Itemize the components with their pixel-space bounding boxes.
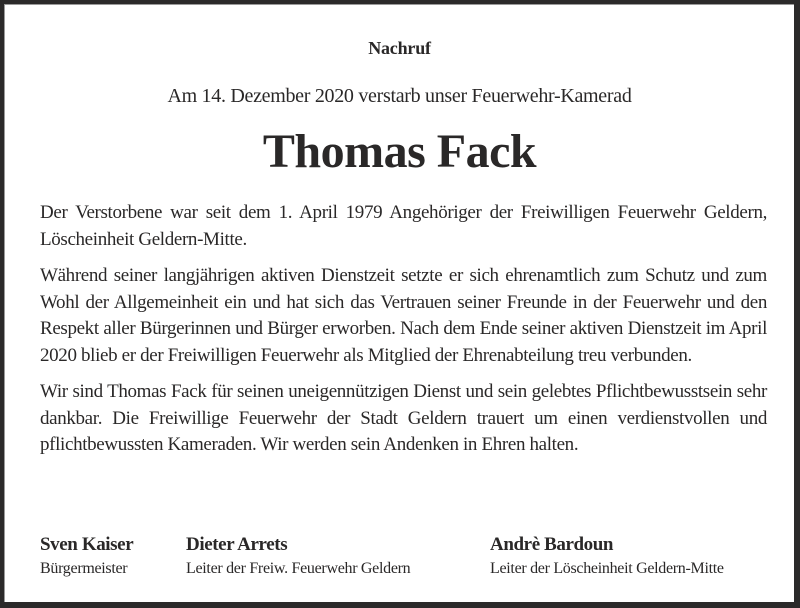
paragraph-gratitude: Wir sind Thomas Fack für seinen uneigennützigen Dienst und sein gelebtes Pflichtbewusstsein sehr dankbar. Die Freiwillige Feuerwehr der Stadt Geldern trauert um einen verdienstvollen und pflichtbewussten Kameraden. Wir werden sein Andenken in Ehren halten. (40, 381, 767, 455)
signer-name: Sven Kaiser (40, 534, 134, 555)
signer-role: Leiter der Freiw. Feuerwehr Geldern (186, 560, 411, 577)
signatures (40, 533, 770, 583)
signer-unit-leader (490, 533, 724, 581)
notice-body (40, 200, 767, 469)
signer-role: Leiter der Löscheinheit Geldern-Mitte (490, 560, 724, 577)
paragraph-service: Während seiner langjährigen aktiven Dienstzeit setzte er sich ehrenamtlich zum Schutz und zum Wohl der Allgemeinheit ein und hat sich das Vertrauen seiner Freunde in der Feuerwehr und den Respekt aller Bürgerinnen und Bürger erworben. Nach dem Ende seiner aktiven Dienstzeit im April 2020 blieb er der Freiwilligen Feuerwehr als Mitglied der Ehrenabteilung treu verbunden. (40, 265, 767, 366)
signer-mayor (40, 533, 133, 581)
obituary-notice (4, 4, 794, 602)
signer-name: Dieter Arrets (186, 534, 288, 555)
paragraph-membership: Der Verstorbene war seit dem 1. April 1979 Angehöriger der Freiwilligen Feuerwehr Geldern, Löscheinheit Geldern-Mitte. (40, 202, 767, 250)
signer-name: Andrè Bardoun (490, 534, 614, 555)
deceased-name: Thomas Fack (262, 125, 537, 178)
signer-role: Bürgermeister (40, 560, 128, 577)
notice-type-label: Nachruf (368, 38, 431, 58)
signer-fire-chief (186, 533, 410, 581)
intro-line: Am 14. Dezember 2020 verstarb unser Feuerwehr-Kamerad (167, 85, 632, 107)
